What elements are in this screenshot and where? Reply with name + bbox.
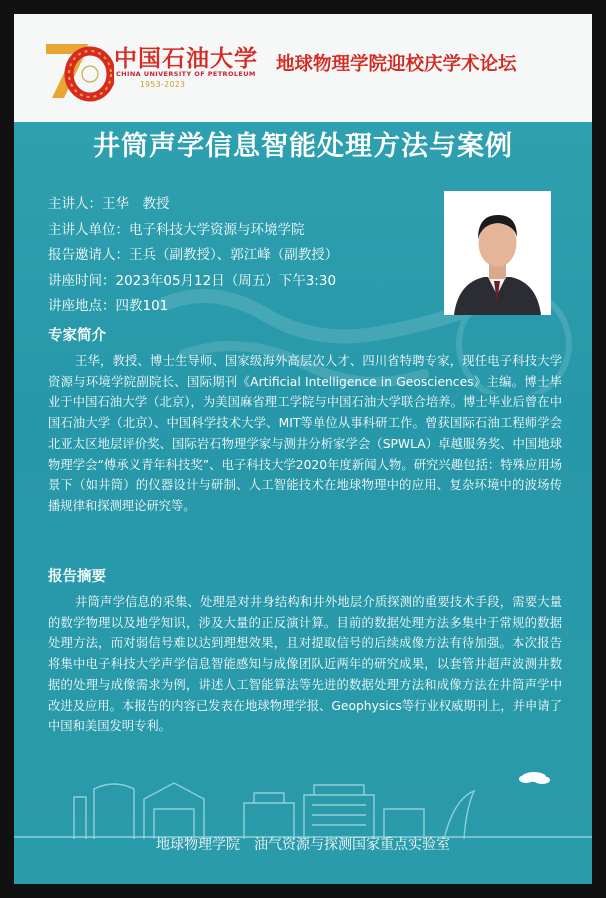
logo-chinese-name: 中国石油大学 xyxy=(114,45,258,72)
cloud-icon xyxy=(519,772,550,784)
speaker-photo xyxy=(444,191,551,315)
abstract-text: 井筒声学信息的采集、处理是对井身结构和井外地层介质探测的重要技术手段，需要大量的数学物理以及地学知识，涉及大量的正反演计算。目前的数据处理方法多集中于常规的数据处理方法，而对弱信号难以达到理想效果，且对提取信号的后续成像方法有待加强。本次报告将集中电子科技大学声学信息智能感知与成像团队近两年的研究成果，以套管井超声波测井数据的处理与成像需求为例，讲述人工智能算法等先进的数据处理方法和成像方法在井筒声学中改进及应用。本报告的内容已发表在地球物理学报、Geophysics等行业权威期刊上，并申请了中国和美国发明专利。 xyxy=(48,595,562,734)
info-time: 讲座时间：2023年05月12日（周五）下午3:30 xyxy=(48,272,337,289)
campus-silhouette-icon xyxy=(14,769,592,839)
expert-heading: 专家简介 xyxy=(48,328,106,344)
seventy-anniversary-logo-icon xyxy=(42,36,114,104)
expert-intro-text: 王华，教授、博士生导师、国家级海外高层次人才、四川省特聘专家，现任电子科技大学资源与环境学院副院长、国际期刊《Artificial Intelligence in Geosciences》主编。博士毕业于中国石油大学（北京），为美国麻省理工学院与中国石油大学联合培养。博士毕业后曾在中国石油大学（北京）、中国科学技术大学、MIT等单位从事科研工作。曾获国际石油工程师学会北亚太区地层评价奖、国际岩石物理学家与测井分析家学会（SPWLA）卓越服务奖、中国地球物理学会“傅承义青年科技奖”、电子科技大学2020年度新闻人物。研究兴趣包括：特殊应用场景下（如井筒）的仪器设计与研制、人工智能技术在地球物理中的应用、复杂环境中的波场传播规律和探测理论研究等。 xyxy=(48,354,562,513)
forum-title: 地球物理学院迎校庆学术论坛 xyxy=(276,54,517,75)
lecture-title: 井筒声学信息智能处理方法与案例 xyxy=(93,131,513,162)
lecture-info xyxy=(48,192,448,320)
info-inviter: 报告邀请人：王兵（副教授）、郭江峰（副教授） xyxy=(48,247,339,263)
footer-organizers: 地球物理学院 油气资源与探测国家重点实验室 xyxy=(156,837,450,853)
logo-english-name: CHINA UNIVERSITY OF PETROLEUM xyxy=(116,70,256,78)
info-affiliation: 主讲人单位：电子科技大学资源与环境学院 xyxy=(48,221,305,238)
logo-years: 1953-2023 xyxy=(140,80,186,89)
info-location: 讲座地点：四教101 xyxy=(48,298,169,314)
poster xyxy=(14,14,592,884)
header-bar xyxy=(14,14,592,122)
university-logo xyxy=(42,36,258,106)
abstract-heading: 报告摘要 xyxy=(48,569,106,585)
info-speaker: 主讲人：王华 教授 xyxy=(48,196,170,212)
